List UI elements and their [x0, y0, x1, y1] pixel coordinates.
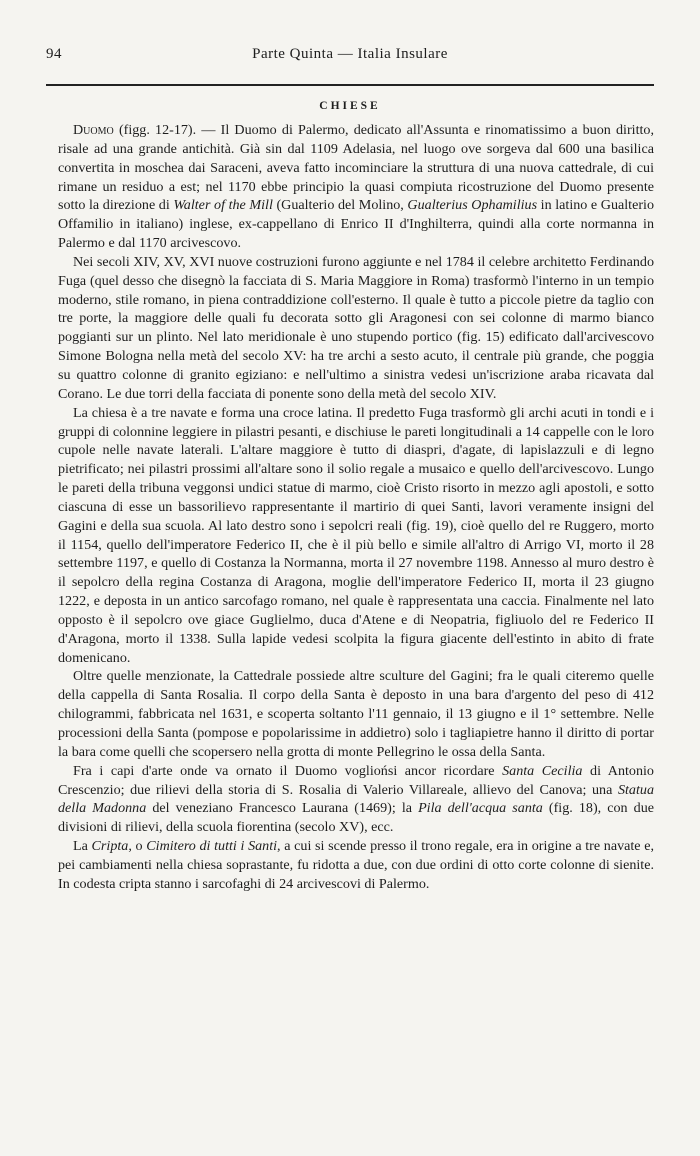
running-title: Parte Quinta — Italia Insulare	[252, 46, 448, 62]
body-text	[58, 121, 654, 894]
text-run: Nei secoli XIV, XV, XVI nuove costruzioni furono aggiunte e nel 1784 il celebre architetto Ferdinando Fuga (quel desso che disegnò la facciata di S. Maria Maggiore in Roma) trasformò l'interno in un tempio moderno, stile romano, in piena contraddizione coll'esterno. Il quale è tutto a piccole pietre da taglio con tre porte, la maggiore delle quali fu decorata sotto gli Aragonesi con sei colonne di marmo bianco poggianti sur un plinto. Nel lato meridionale è uno stupendo portico (fig. 15) edificato dall'arcivescovo Simone Bologna nella metà del secolo XV: ha tre archi a sesto acuto, il centrale più grande, che poggia su quattro colonne di granito egiziano: e nell'ultimo a sinistra vedesi un'iscrizione araba ricavata dal Corano. Le due torri della facciata di ponente sono della metà del secolo XIV.	[58, 253, 654, 402]
paragraph-works-of-art	[58, 762, 654, 837]
text-run: La chiesa è a tre navate e forma una croce latina. Il predetto Fuga trasformò gli archi acuti in tondi e i gruppi di colonnine leggiere in pilastri pesanti, e dischiuse le pareti longitudinali a 14 cappelle con le loro cupole nelle navate laterali. L'altare maggiore è tutto di diaspri, d'agate, di lapislazzuli e di legno pietrificato; nei pilastri prossimi all'altare sono il solio regale a musaico e quello dell'arcivescovo. Lungo le pareti della tribuna veggonsi undici statue di marmo, cioè Cristo risorto in mezzo agli apostoli, e sotto ciascuna di esse un bassorilievo rappresentante il martirio di quei Santi, lavori veramente insigni del Gagini e della sua scuola. Al lato destro sono i sepolcri reali (fig. 19), cioè quello del re Ruggero, morto il 1154, quello dell'imperatore Federico II, che è il più bello e simile all'altro di Arrigo VI, morto il 28 settembre 1197, e quello di Costanza la Normanna, morta il 27 novembre 1198. Annesso al muro destro è il sepolcro della regina Costanza di Aragona, moglie dell'imperatore Federico II, morta il 23 giugno 1222, e deposta in un antico sarcofago romano, nel quale è rappresentata una caccia. Finalmente nel lato opposto è il sepolcro ove giace Guglielmo, duca d'Atene e di Neopatria, figliuolo del re Federico II d'Aragona, morto il 1338. Sulla lapide vedesi scolpita la figura giacente dell'estinto in abito di frate domenicano.	[58, 404, 654, 666]
text-run: , o	[128, 838, 147, 855]
text-run: del veneziano Francesco Laurana (1469); la	[146, 800, 419, 817]
paragraph-interior	[58, 404, 654, 668]
text-run: Oltre quelle menzionate, la Cattedrale possiede altre sculture del Gagini; fra le quali citeremo quelle della cappella di Santa Rosalia. Il corpo della Santa è deposto in una bara d'argento del peso di 412 chilogrammi, fabbricata nel 1631, e scoperta soltanto l'11 gennaio, il 13 giugno e il 1° settembre. Nelle processioni della Santa (pompose e popolarissime in addietro) solo i tagliapietre hanno il diritto di portar la bara come quelli che scopersero nella grotta di monte Pellegrino le ossa della Santa.	[58, 668, 654, 760]
italic-text: Pila dell'acqua santa	[418, 800, 543, 817]
text-run: (fig. 18), con due divisioni di rilievi, della scuola fiorentina (secolo XV), ecc.	[58, 800, 655, 836]
page-number: 94	[46, 46, 62, 62]
text-run: , a cui si scende presso il trono regale, era in origine a tre navate e, pei cambiamenti nella chiesa soprastante, fu ridotta a due, con due ordini di otto corte colonne di sienite. In codesta cripta stanno i sarcofaghi di 24 arcivescovi di Palermo.	[58, 838, 654, 892]
italic-text: Walter of the Mill	[173, 197, 273, 214]
text-run: (Gualterio del Molino,	[272, 197, 408, 214]
italic-text: Cripta	[91, 838, 129, 855]
paragraph-later-constructions	[58, 253, 654, 404]
text-run: in latino e Gualterio Offamilio in italiano) inglese, ex-cappellano di Enrico II d'Inghilterra, quindi alla corte normanna in Palermo e dal 1170 arcivescovo.	[58, 197, 655, 252]
italic-text: Santa Cecilia	[502, 762, 583, 779]
text-run: Fra i capi d'arte onde va ornato il Duomo vogliońsi ancor ricordare	[73, 762, 503, 779]
italic-text: Cimitero di tutti i Santi	[146, 838, 278, 855]
paragraph-santa-rosalia	[58, 667, 654, 761]
section-title: CHIESE	[319, 100, 381, 112]
italic-text: Statua della Madonna	[58, 781, 654, 817]
paragraph-duomo-history	[58, 121, 654, 253]
small-caps-text: Duomo	[73, 122, 114, 138]
text-run: (figg. 12-17). — Il Duomo di Palermo, dedicato all'Assunta e rinomatissimo a buon diritto, risale ad una grande antichità. Già sin dal 1109 Adelasia, nel luogo ove sorgeva dal 600 una basilica convertita in moschea dai Saraceni, aveva fatto incominciare la struttura di una nuova cattedrale, di cui rimane un residuo a est; nel 1170 ebbe principio la quasi compiuta ricostruzione del Duomo presente sotto la direzione di	[58, 122, 654, 214]
text-run: di Antonio Crescenzio; due rilievi della storia di S. Rosalia di Valerio Villareale, allievo del Canova; una	[58, 762, 654, 798]
italic-text: Gualterius Ophamilius	[407, 197, 538, 214]
text-run: La	[73, 838, 92, 855]
header-rule	[46, 84, 654, 86]
paragraph-crypt	[58, 837, 654, 894]
